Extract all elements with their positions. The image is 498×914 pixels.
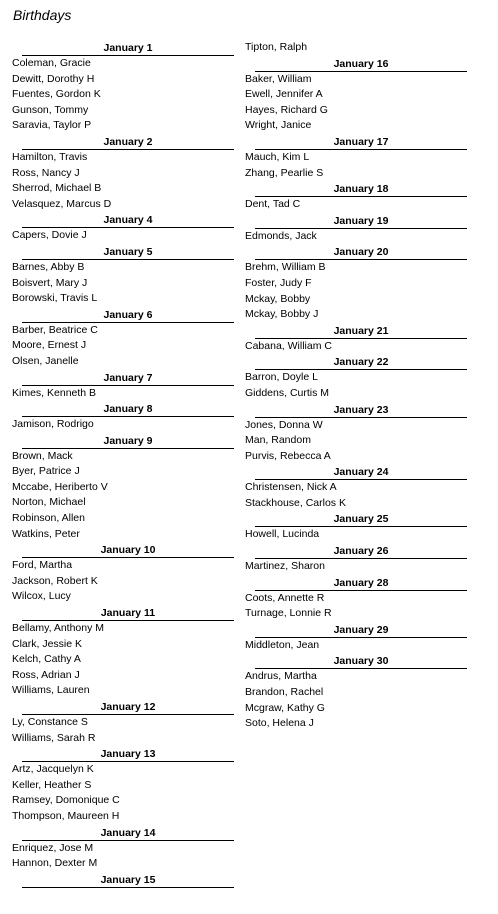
date-group bbox=[245, 213, 467, 245]
date-group bbox=[12, 542, 234, 605]
birthday-name: Saravia, Taylor P bbox=[12, 119, 92, 132]
date-group bbox=[245, 40, 467, 56]
birthday-name: Williams, Sarah R bbox=[12, 731, 96, 744]
date-group bbox=[245, 134, 467, 181]
birthday-name: Stackhouse, Carlos K bbox=[245, 496, 346, 509]
date-heading: January 14 bbox=[22, 825, 234, 841]
date-heading: January 10 bbox=[22, 542, 234, 558]
date-heading: January 20 bbox=[255, 244, 467, 260]
birthday-name: Boisvert, Mary J bbox=[12, 276, 88, 289]
date-group bbox=[245, 402, 467, 465]
birthday-name: Edmonds, Jack bbox=[245, 229, 317, 242]
date-heading: January 19 bbox=[255, 213, 467, 229]
birthday-name: Thompson, Maureen H bbox=[12, 809, 120, 822]
birthday-name: Wright, Janice bbox=[245, 119, 312, 132]
birthday-name: Sherrod, Michael B bbox=[12, 182, 102, 195]
date-heading: January 22 bbox=[255, 354, 467, 370]
date-heading: January 30 bbox=[255, 653, 467, 669]
birthday-name: Mckay, Bobby J bbox=[245, 308, 319, 321]
date-heading: January 26 bbox=[255, 543, 467, 559]
birthday-name: Howell, Lucinda bbox=[245, 528, 320, 541]
date-heading: January 21 bbox=[255, 323, 467, 339]
birthday-name: Jones, Donna W bbox=[245, 418, 323, 431]
birthday-name: Kimes, Kenneth B bbox=[12, 386, 97, 399]
birthday-name: Clark, Jessie K bbox=[12, 637, 83, 650]
date-group bbox=[245, 622, 467, 654]
birthday-name: Giddens, Curtis M bbox=[245, 386, 330, 399]
date-heading: January 1 bbox=[22, 40, 234, 56]
birthday-name: Cabana, William C bbox=[245, 339, 332, 352]
date-heading: January 8 bbox=[22, 401, 234, 417]
birthday-name: Kelch, Cathy A bbox=[12, 653, 81, 666]
birthday-name: Gunson, Tommy bbox=[12, 103, 89, 116]
date-group bbox=[12, 40, 234, 134]
birthday-name: Brandon, Rachel bbox=[245, 686, 324, 699]
birthday-name: Ly, Constance S bbox=[12, 716, 88, 728]
date-group bbox=[245, 323, 467, 355]
date-group bbox=[245, 575, 467, 622]
date-group bbox=[12, 872, 234, 888]
date-heading: January 12 bbox=[22, 699, 234, 715]
birthday-name: Robinson, Allen bbox=[12, 512, 85, 525]
date-group bbox=[245, 543, 467, 575]
birthday-name: Barber, Beatrice C bbox=[12, 323, 98, 336]
date-heading: January 15 bbox=[22, 872, 234, 888]
birthday-name: Enriquez, Jose M bbox=[12, 841, 94, 854]
birthday-name: Soto, Helena J bbox=[245, 717, 314, 730]
date-group bbox=[12, 605, 234, 699]
birthday-name: Purvis, Rebecca A bbox=[245, 449, 331, 462]
date-group bbox=[245, 511, 467, 543]
date-group bbox=[12, 825, 234, 872]
birthday-name: Barron, Doyle L bbox=[245, 371, 318, 384]
birthday-column-left bbox=[12, 40, 234, 888]
birthday-name: Brehm, William B bbox=[245, 261, 326, 274]
birthday-column-right bbox=[245, 40, 467, 732]
date-group bbox=[12, 699, 234, 746]
date-heading: January 2 bbox=[22, 134, 234, 150]
date-heading: January 16 bbox=[255, 56, 467, 72]
birthday-name: Fuentes, Gordon K bbox=[12, 88, 101, 101]
date-heading: January 9 bbox=[22, 433, 234, 449]
date-heading: January 28 bbox=[255, 575, 467, 591]
birthday-name: Wilcox, Lucy bbox=[12, 590, 71, 603]
birthday-name: Coots, Annette R bbox=[245, 591, 325, 604]
date-heading: January 17 bbox=[255, 134, 467, 150]
birthday-name: Mauch, Kim L bbox=[245, 150, 310, 163]
date-group bbox=[245, 244, 467, 322]
date-group bbox=[245, 56, 467, 134]
date-group bbox=[245, 354, 467, 401]
birthday-name: Tipton, Ralph bbox=[245, 41, 308, 53]
birthday-name: Jamison, Rodrigo bbox=[12, 418, 94, 431]
date-heading: January 4 bbox=[22, 212, 234, 228]
birthday-name: Man, Random bbox=[245, 434, 311, 447]
date-heading: January 5 bbox=[22, 244, 234, 260]
date-heading: January 18 bbox=[255, 181, 467, 197]
birthday-name: Martinez, Sharon bbox=[245, 560, 325, 573]
birthday-name: Byer, Patrice J bbox=[12, 465, 80, 478]
birthday-name: Dent, Tad C bbox=[245, 198, 301, 211]
birthday-name: Ramsey, Domonique C bbox=[12, 794, 120, 807]
date-heading: January 13 bbox=[22, 746, 234, 762]
birthday-name: Brown, Mack bbox=[12, 449, 73, 462]
birthday-name: Hannon, Dexter M bbox=[12, 857, 98, 870]
birthday-name: Coleman, Gracie bbox=[12, 57, 91, 69]
date-group bbox=[12, 433, 234, 543]
birthday-name: Hayes, Richard G bbox=[245, 103, 328, 116]
date-group bbox=[245, 653, 467, 731]
birthday-name: Velasquez, Marcus D bbox=[12, 197, 112, 210]
birthday-name: Middleton, Jean bbox=[245, 638, 320, 651]
birthday-name: Artz, Jacquelyn K bbox=[12, 763, 94, 776]
birthday-name: Turnage, Lonnie R bbox=[245, 607, 332, 620]
birthday-name: Mcgraw, Kathy G bbox=[245, 701, 325, 714]
date-heading: January 6 bbox=[22, 307, 234, 323]
birthday-name: Olsen, Janelle bbox=[12, 354, 79, 367]
birthday-name: Ewell, Jennifer A bbox=[245, 88, 323, 101]
birthday-name: Andrus, Martha bbox=[245, 670, 317, 683]
date-group bbox=[12, 134, 234, 212]
birthday-name: Baker, William bbox=[245, 72, 312, 85]
birthday-name: Christensen, Nick A bbox=[245, 481, 337, 494]
birthday-name: Ross, Nancy J bbox=[12, 166, 80, 179]
date-heading: January 11 bbox=[22, 605, 234, 621]
page-title: Birthdays bbox=[13, 7, 72, 23]
birthday-name: Barnes, Abby B bbox=[12, 260, 85, 273]
date-heading: January 29 bbox=[255, 622, 467, 638]
date-group bbox=[12, 244, 234, 307]
birthday-name: Mckay, Bobby bbox=[245, 292, 311, 305]
birthday-name: Moore, Ernest J bbox=[12, 339, 87, 352]
birthday-name: Keller, Heather S bbox=[12, 778, 92, 791]
birthday-name: Capers, Dovie J bbox=[12, 229, 87, 242]
date-group bbox=[245, 464, 467, 511]
date-group bbox=[12, 746, 234, 824]
date-heading: January 24 bbox=[255, 464, 467, 480]
date-group bbox=[12, 370, 234, 402]
birthday-name: Foster, Judy F bbox=[245, 276, 312, 289]
date-heading: January 25 bbox=[255, 511, 467, 527]
birthday-name: Hamilton, Travis bbox=[12, 150, 88, 163]
birthday-name: Williams, Lauren bbox=[12, 684, 90, 697]
birthday-name: Borowski, Travis L bbox=[12, 292, 98, 305]
date-group bbox=[12, 307, 234, 370]
date-heading: January 7 bbox=[22, 370, 234, 386]
birthday-name: Zhang, Pearlie S bbox=[245, 166, 324, 179]
date-group bbox=[12, 212, 234, 244]
date-group bbox=[12, 401, 234, 433]
birthday-name: Mccabe, Heriberto V bbox=[12, 480, 108, 493]
date-heading: January 23 bbox=[255, 402, 467, 418]
birthday-name: Watkins, Peter bbox=[12, 527, 80, 540]
birthday-name: Ford, Martha bbox=[12, 559, 73, 572]
birthday-name: Dewitt, Dorothy H bbox=[12, 72, 95, 85]
birthday-name: Jackson, Robert K bbox=[12, 574, 98, 587]
birthday-name: Bellamy, Anthony M bbox=[12, 622, 105, 635]
date-group bbox=[245, 181, 467, 213]
birthday-name: Norton, Michael bbox=[12, 496, 86, 509]
birthday-name: Ross, Adrian J bbox=[12, 668, 80, 681]
